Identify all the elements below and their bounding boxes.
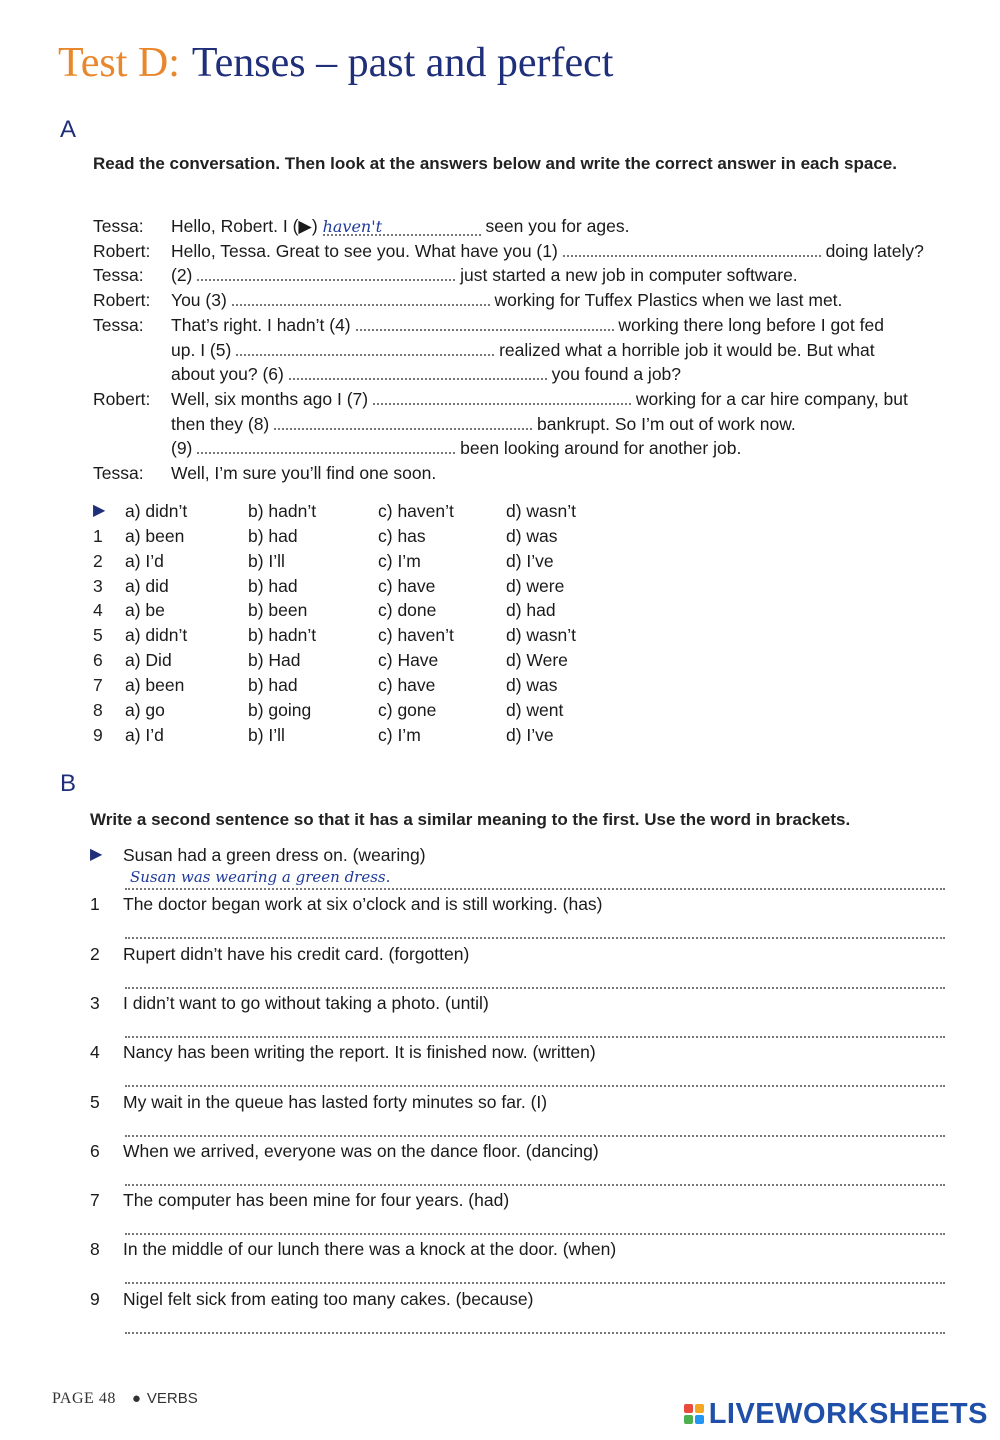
speaker-name: Robert:	[93, 290, 151, 311]
speech-after: doing lately?	[825, 240, 924, 261]
option-a[interactable]: a) didn’t	[125, 625, 188, 646]
item-number: 3	[90, 992, 100, 1013]
option-d[interactable]: d) was	[506, 674, 558, 695]
answer-field[interactable]	[232, 289, 490, 306]
answer-field[interactable]	[289, 363, 547, 380]
footer-section: VERBS	[146, 1390, 198, 1407]
speech-text	[171, 412, 796, 436]
speech-text	[171, 436, 741, 460]
section-a-instruction: Read the conversation. Then look at the answers below and write the correct answer in each space.	[93, 154, 897, 173]
option-a[interactable]: a) go	[125, 699, 165, 720]
speech-before: Well, I’m sure you’ll find one soon.	[171, 463, 437, 483]
bullet-icon: ●	[131, 1390, 141, 1407]
option-b[interactable]: b) hadn’t	[248, 625, 317, 646]
answer-field[interactable]	[197, 437, 455, 454]
item-number: 7	[90, 1190, 100, 1211]
option-d[interactable]: d) I’ve	[506, 724, 554, 745]
answer-line[interactable]	[125, 986, 945, 989]
speech-after: been looking around for another job.	[460, 438, 742, 459]
speech-before: Hello, Robert. I (▶)	[171, 216, 318, 236]
option-row	[93, 574, 613, 598]
option-b[interactable]: b) had	[248, 674, 298, 695]
speaker-name: Robert:	[93, 388, 151, 409]
speech-after: you found a job?	[551, 364, 682, 385]
option-c[interactable]: c) haven’t	[378, 501, 454, 521]
speech-before: You (3)	[171, 290, 227, 311]
page-number: PAGE 48	[52, 1390, 116, 1407]
speech-text	[171, 387, 908, 411]
option-b[interactable]: b) been	[248, 600, 308, 621]
speech-text	[171, 239, 924, 263]
brand-mark-icon	[684, 1404, 704, 1424]
speech-before: (9)	[171, 438, 193, 459]
option-b[interactable]: b) I’ll	[248, 550, 285, 571]
item-sentence: In the middle of our lunch there was a knock at the door. (when)	[123, 1239, 617, 1260]
section-b-letter: B	[60, 770, 77, 797]
answer-line[interactable]	[125, 1331, 945, 1334]
speech-after: working there long before I got fed	[618, 314, 884, 335]
option-row	[93, 673, 613, 697]
item-number: 8	[93, 699, 103, 720]
brand-square	[684, 1404, 693, 1413]
section-a-letter: A	[60, 116, 77, 143]
option-row	[93, 598, 613, 622]
option-b[interactable]: b) I’ll	[248, 724, 285, 745]
brand-text: LIVEWORKSHEETS	[708, 1397, 988, 1430]
item-number: 7	[93, 674, 103, 695]
item-number: 2	[90, 943, 100, 964]
option-a[interactable]: a) Did	[125, 650, 172, 671]
speaker-name: Tessa:	[93, 314, 144, 335]
option-row	[93, 524, 613, 548]
option-row	[93, 499, 613, 523]
conversation-line	[93, 263, 963, 287]
answer-line[interactable]	[125, 936, 945, 939]
option-c[interactable]: c) haven’t	[378, 625, 454, 646]
option-a[interactable]: a) didn’t	[125, 501, 188, 521]
answer-field[interactable]	[236, 339, 494, 356]
item-number: 5	[90, 1091, 100, 1112]
item-sentence: The doctor began work at six o’clock and is still working. (has)	[123, 894, 603, 915]
speech-after: just started a new job in computer software.	[460, 265, 798, 286]
answer-line[interactable]	[125, 1232, 945, 1235]
answer-line[interactable]	[125, 1084, 945, 1087]
conversation-line	[93, 288, 963, 312]
option-c[interactable]: c) have	[378, 674, 436, 695]
item-sentence: When we arrived, everyone was on the dance floor. (dancing)	[123, 1140, 599, 1161]
title-test-label: Test D:	[58, 40, 180, 86]
option-d[interactable]: d) were	[506, 575, 565, 596]
title-main-label: Tenses – past and perfect	[191, 40, 614, 86]
brand-square	[695, 1415, 704, 1424]
conversation-line	[93, 313, 963, 337]
answer-field[interactable]	[563, 240, 821, 257]
answer-line[interactable]	[125, 1134, 945, 1137]
speech-after: realized what a horrible job it would be. But what	[499, 339, 875, 360]
speaker-name: Tessa:	[93, 216, 144, 236]
item-number: 4	[93, 600, 103, 621]
brand-square	[684, 1415, 693, 1424]
speech-after: working for Tuffex Plastics when we last met.	[494, 290, 843, 311]
page-footer	[52, 1390, 198, 1408]
answer-field[interactable]	[356, 314, 614, 331]
option-c[interactable]: c) gone	[378, 699, 437, 720]
speech-before: Well, six months ago I (7)	[171, 388, 369, 409]
option-a[interactable]: a) been	[125, 525, 185, 546]
item-number: 6	[93, 650, 103, 671]
item-sentence: Nancy has been writing the report. It is finished now. (written)	[123, 1042, 596, 1063]
answer-line[interactable]	[125, 887, 945, 890]
conversation-line	[93, 412, 963, 436]
option-d[interactable]: d) wasn’t	[506, 501, 577, 521]
option-c[interactable]: c) I’m	[378, 550, 421, 571]
page-title	[58, 38, 613, 88]
item-number: 2	[93, 550, 103, 571]
item-sentence: My wait in the queue has lasted forty minutes so far. (I)	[123, 1091, 548, 1112]
option-c[interactable]: c) have	[378, 575, 436, 596]
speech-after: bankrupt. So I’m out of work now.	[537, 413, 796, 434]
option-b[interactable]: b) had	[248, 575, 298, 596]
speaker-name: Tessa:	[93, 463, 144, 483]
option-a[interactable]: a) did	[125, 575, 169, 596]
answer-field[interactable]	[197, 264, 455, 281]
option-b[interactable]: b) hadn’t	[248, 501, 317, 521]
option-d[interactable]: d) I’ve	[506, 550, 554, 571]
item-sentence: I didn’t want to go without taking a photo. (until)	[123, 992, 489, 1013]
item-sentence: Susan had a green dress on. (wearing)	[123, 845, 426, 865]
option-row	[93, 698, 613, 722]
speech-before: about you? (6)	[171, 364, 284, 385]
item-number: 6	[90, 1140, 100, 1161]
option-a[interactable]: a) I’d	[125, 724, 164, 745]
speech-text	[171, 362, 681, 386]
speaker-name: Tessa:	[93, 265, 144, 286]
speech-text	[171, 288, 842, 312]
speaker-name: Robert:	[93, 240, 151, 261]
conversation-line	[93, 338, 963, 362]
example-answer: haven't	[322, 217, 383, 236]
conversation-line	[93, 436, 963, 460]
option-d[interactable]: d) went	[506, 699, 564, 720]
answer-line[interactable]	[125, 1035, 945, 1038]
item-sentence: Nigel felt sick from eating too many cakes. (because)	[123, 1288, 534, 1309]
option-d[interactable]: d) was	[506, 525, 558, 546]
item-number: 1	[93, 525, 103, 546]
option-c[interactable]: c) has	[378, 525, 426, 546]
section-b-instruction: Write a second sentence so that it has a similar meaning to the first. Use the word in brackets.	[90, 810, 851, 829]
option-c[interactable]: c) Have	[378, 650, 439, 671]
speech-after: working for a car hire company, but	[635, 388, 908, 409]
option-c[interactable]: c) done	[378, 600, 437, 621]
example-arrow-icon: ▶	[93, 502, 106, 519]
example-answer: Susan was wearing a green dress.	[130, 868, 391, 886]
option-d[interactable]: d) wasn’t	[506, 625, 577, 646]
conversation-line	[93, 461, 963, 485]
item-sentence: The computer has been mine for four years. (had)	[123, 1190, 510, 1211]
item-number: 4	[90, 1042, 100, 1063]
example-arrow-icon: ▶	[90, 846, 103, 863]
item-sentence: Rupert didn’t have his credit card. (forgotten)	[123, 943, 470, 964]
option-d[interactable]: d) Were	[506, 650, 568, 671]
liveworksheets-logo	[684, 1397, 988, 1431]
speech-text	[171, 214, 629, 238]
speech-before: Hello, Tessa. Great to see you. What have you (1)	[171, 240, 558, 261]
answer-field[interactable]	[323, 219, 481, 236]
item-number: 3	[93, 575, 103, 596]
option-a[interactable]: a) I’d	[125, 550, 164, 571]
option-row	[93, 549, 613, 573]
option-b[interactable]: b) had	[248, 525, 298, 546]
item-number: 1	[90, 894, 100, 915]
speech-before: That’s right. I hadn’t (4)	[171, 314, 351, 335]
speech-before: (2)	[171, 265, 193, 286]
speech-text	[171, 338, 875, 362]
speech-text	[171, 313, 884, 337]
answer-line[interactable]	[125, 1281, 945, 1284]
answer-field[interactable]	[373, 388, 631, 405]
item-number: 9	[90, 1288, 100, 1309]
option-c[interactable]: c) I’m	[378, 724, 421, 745]
option-row	[93, 723, 613, 747]
speech-text	[171, 461, 436, 485]
option-b[interactable]: b) going	[248, 699, 312, 720]
option-b[interactable]: b) Had	[248, 650, 301, 671]
conversation-line	[93, 239, 963, 263]
conversation-line	[93, 387, 963, 411]
speech-after: seen you for ages.	[485, 216, 630, 236]
answer-field[interactable]	[274, 413, 532, 430]
speech-before: then they (8)	[171, 413, 270, 434]
item-number: 9	[93, 724, 103, 745]
option-row	[93, 648, 613, 672]
option-d[interactable]: d) had	[506, 600, 556, 621]
brand-square	[695, 1404, 704, 1413]
conversation-line	[93, 362, 963, 386]
conversation-line	[93, 214, 963, 238]
speech-text	[171, 263, 798, 287]
option-row	[93, 623, 613, 647]
option-a[interactable]: a) been	[125, 674, 185, 695]
item-number: 5	[93, 625, 103, 646]
answer-line[interactable]	[125, 1183, 945, 1186]
speech-before: up. I (5)	[171, 339, 232, 360]
item-number: 8	[90, 1239, 100, 1260]
option-a[interactable]: a) be	[125, 600, 165, 621]
